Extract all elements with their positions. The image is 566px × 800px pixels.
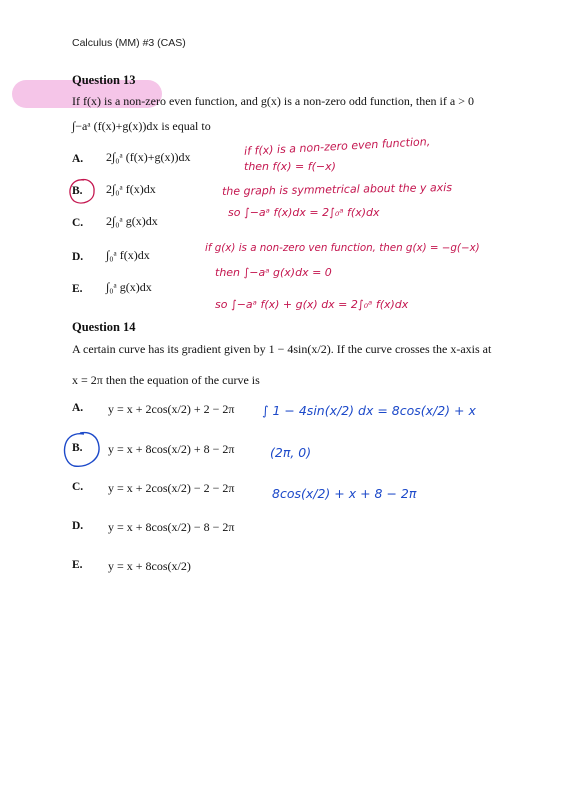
page-header: Calculus (MM) #3 (CAS) [72, 37, 186, 49]
q13-stem-line2: ∫−aᵃ (f(x)+g(x))dx is equal to [72, 119, 211, 133]
q14-option-b-letter: B. [72, 442, 83, 454]
q13-option-a[interactable]: 2∫₀ᵃ (f(x)+g(x))dx [106, 150, 191, 164]
q13-option-d-letter: D. [72, 251, 84, 263]
q14-option-a-letter: A. [72, 402, 84, 414]
q14-answer-circle [65, 433, 100, 467]
q13-option-a-letter: A. [72, 153, 84, 165]
q14-option-c-letter: C. [72, 481, 84, 493]
q14-note-2: (2π, 0) [270, 445, 312, 460]
q13-note-4: so ∫−aᵃ f(x)dx = 2∫₀ᵃ f(x)dx [228, 206, 380, 219]
q14-option-b[interactable]: y = x + 8cos(x/2) + 8 − 2π [108, 442, 235, 456]
q13-answer-circle [70, 180, 94, 203]
q13-option-b[interactable]: 2∫₀ᵃ f(x)dx [106, 182, 156, 196]
q13-stem-line1: If f(x) is a non-zero even function, and g(x) is a non-zero odd function, then if a > 0 [72, 94, 474, 108]
question-14-title: Question 14 [72, 320, 136, 334]
q14-option-a[interactable]: y = x + 2cos(x/2) + 2 − 2π [108, 402, 235, 416]
q13-note-3: the graph is symmetrical about the y axis [221, 180, 453, 199]
q13-option-c-letter: C. [72, 217, 84, 229]
q14-option-e-letter: E. [72, 559, 83, 571]
q14-note-1: ∫ 1 − 4sin(x/2) dx = 8cos(x/2) + x [262, 403, 476, 418]
question-13-title: Question 13 [72, 73, 136, 87]
q13-option-e-letter: E. [72, 283, 83, 295]
q14-note-3: 8cos(x/2) + x + 8 − 2π [272, 486, 417, 501]
q13-note-1: if f(x) is a non-zero even function, [243, 135, 431, 158]
q13-note-7: so ∫−aᵃ f(x) + g(x) dx = 2∫₀ᵃ f(x)dx [215, 298, 409, 311]
q14-stem-line2: x = 2π then the equation of the curve is [72, 373, 260, 387]
q13-option-c[interactable]: 2∫₀ᵃ g(x)dx [106, 214, 158, 228]
q14-option-d-letter: D. [72, 520, 84, 532]
q14-option-e[interactable]: y = x + 8cos(x/2) [108, 559, 191, 573]
q13-option-d[interactable]: ∫₀ᵃ f(x)dx [106, 248, 150, 262]
q13-option-b-letter: B. [72, 185, 83, 197]
q13-note-6: then ∫−aᵃ g(x)dx = 0 [215, 266, 332, 279]
q14-stem-line1: A certain curve has its gradient given by 1 − 4sin(x/2). If the curve crosses the x-axis at [72, 342, 492, 356]
q13-option-e[interactable]: ∫₀ᵃ g(x)dx [106, 280, 152, 294]
q13-note-5: if g(x) is a non-zero ven function, then g(x) = −g(−x) [205, 242, 480, 254]
q13-note-2: then f(x) = f(−x) [244, 160, 336, 173]
q14-option-c[interactable]: y = x + 2cos(x/2) − 2 − 2π [108, 481, 235, 495]
q14-option-d[interactable]: y = x + 8cos(x/2) − 8 − 2π [108, 520, 235, 534]
